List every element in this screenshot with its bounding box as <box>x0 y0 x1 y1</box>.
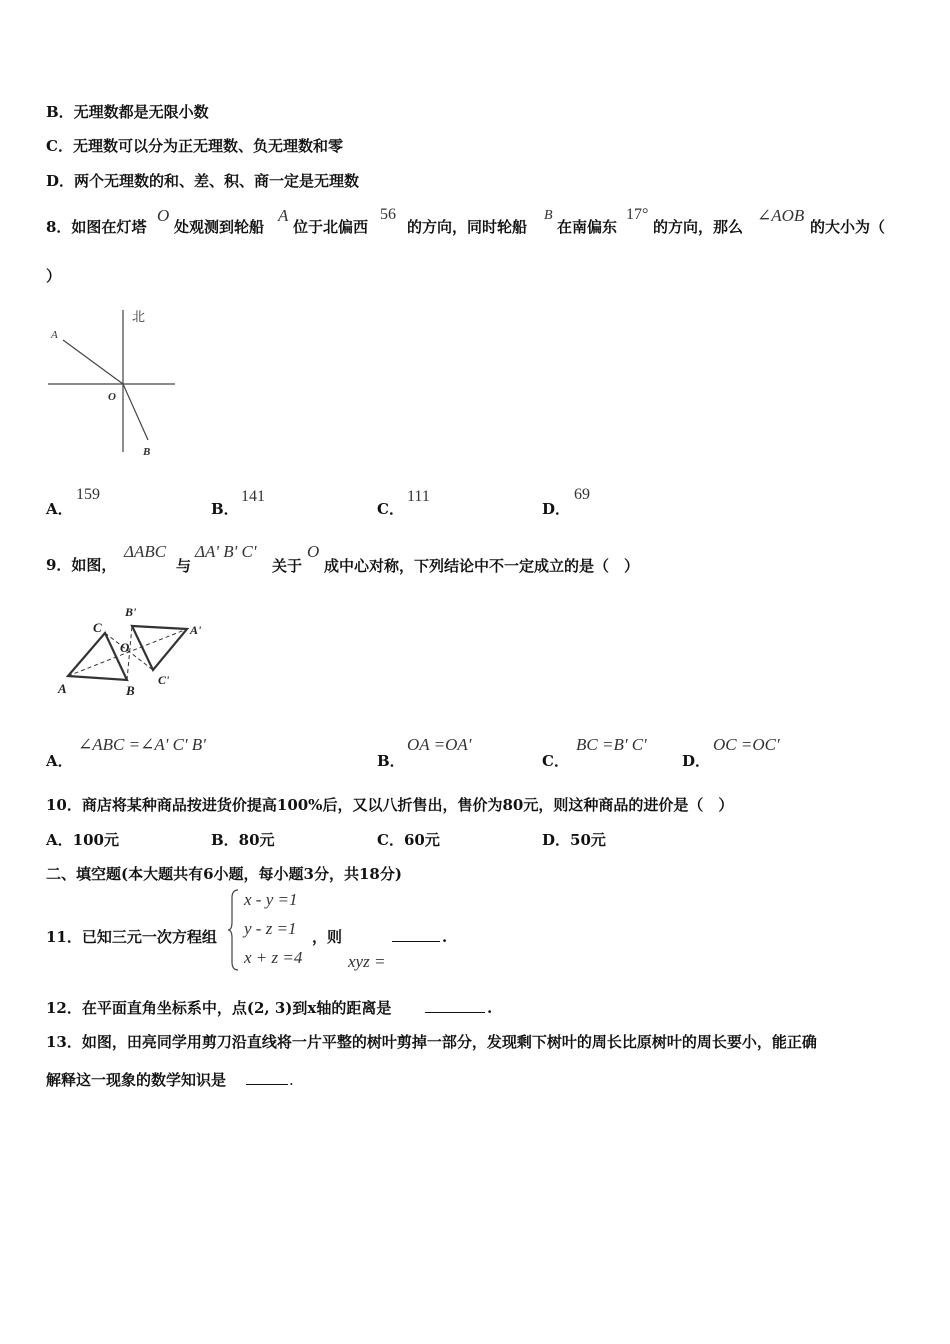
q9-option-b-value: OA =OA' <box>407 735 472 754</box>
q8-text-3: 位于北偏西 <box>293 218 369 236</box>
q7-option-b: B．无理数都是无限小数 <box>46 103 209 121</box>
q10-option-b: B．80元 <box>211 831 275 849</box>
q11-equation-3: x + z =4 <box>244 948 303 967</box>
point-o-label: O <box>108 391 116 403</box>
q8-deg-1: 56 <box>380 206 396 223</box>
q8-var-o: O <box>157 206 170 225</box>
q10-option-c: C．60元 <box>377 831 440 849</box>
label-a-prime: A' <box>190 623 202 637</box>
q8-option-a-value: 159 <box>76 486 100 503</box>
q11-answer-blank[interactable] <box>392 927 440 942</box>
label-c: C <box>93 620 102 635</box>
section-2-heading: 二、填空题(本大题共有6小题，每小题3分，共18分) <box>46 865 402 883</box>
q9-text-2: 与 <box>176 557 192 575</box>
q9-text-1: 9．如图， <box>46 556 117 574</box>
q13-answer-blank[interactable] <box>246 1070 288 1085</box>
point-b-label: B <box>143 446 151 458</box>
q8-option-b-label: B． <box>211 500 239 518</box>
label-b: B <box>126 683 135 698</box>
q9-var-o: O <box>307 542 320 561</box>
q11-equation-2: y - z =1 <box>244 919 297 938</box>
q13-period: . <box>289 1071 294 1089</box>
q10-option-a: A．100元 <box>46 831 119 849</box>
q8-close-paren: ） <box>46 267 62 285</box>
q9-option-b-label: B． <box>377 752 405 770</box>
label-a: A <box>58 681 67 696</box>
q10-stem: 10．商店将某种商品按进货价提高100%后，又以八折售出，售价为80元，则这种商品的进价是（ ） <box>46 796 734 814</box>
q7-option-d: D．两个无理数的和、差、积、商一定是无理数 <box>46 172 360 190</box>
q11-text-1: 11．已知三元一次方程组 <box>46 928 217 946</box>
q8-text-1: 8．如图在灯塔 <box>46 218 147 236</box>
q9-triangle-abc-prime: ΔA' B' C' <box>195 542 257 561</box>
q9-option-c-label: C． <box>542 752 569 770</box>
q13-stem-line-1: 13．如图，田亮同学用剪刀沿直线将一片平整的树叶剪掉一部分，发现剩下树叶的周长比原树叶的周长要小，能正确 <box>46 1033 817 1051</box>
ray-ob <box>123 384 148 440</box>
q7-option-c: C．无理数可以分为正无理数、负无理数和零 <box>46 137 343 155</box>
q8-text-6: 的方向，那么 <box>653 218 744 236</box>
q9-option-d-value: OC =OC' <box>713 735 780 754</box>
q11-system-brace <box>228 888 240 972</box>
q8-compass-figure <box>40 300 190 465</box>
q11-equation-1: x - y =1 <box>244 890 298 909</box>
q9-option-d-label: D． <box>682 752 711 770</box>
label-c-prime: C' <box>158 673 170 687</box>
q8-deg-2: 17° <box>626 206 649 223</box>
q8-option-b-value: 141 <box>241 488 265 505</box>
q10-option-d: D．50元 <box>542 831 606 849</box>
q8-option-c-label: C． <box>377 500 404 518</box>
q9-triangle-abc: ΔABC <box>124 542 167 561</box>
q8-text-2: 处观测到轮船 <box>174 218 265 236</box>
q12-period: . <box>487 999 493 1017</box>
q9-text-4: 成中心对称，下列结论中不一定成立的是（ ） <box>324 557 640 575</box>
q11-period: . <box>442 928 448 946</box>
q8-option-d-value: 69 <box>574 486 590 503</box>
q8-text-7: 的大小为（ <box>810 218 886 236</box>
q9-symmetry-figure <box>50 598 220 703</box>
q8-var-a: A <box>278 206 289 225</box>
label-b-prime: B' <box>125 605 137 619</box>
q9-option-c-value: BC =B' C' <box>576 735 647 754</box>
q12-answer-blank[interactable] <box>425 998 485 1013</box>
q8-option-d-label: D． <box>542 500 571 518</box>
q11-text-2: ，则 <box>312 928 343 946</box>
north-label: 北 <box>132 309 146 324</box>
q11-xyz: xyz = <box>348 952 386 971</box>
label-o: O <box>120 640 130 655</box>
ray-oa <box>63 340 123 384</box>
point-a-label: A <box>51 329 58 341</box>
q8-option-c-value: 111 <box>407 488 430 505</box>
q9-option-a-value: ∠ABC =∠A' C' B' <box>78 735 206 754</box>
q13-stem-line-2: 解释这一现象的数学知识是 <box>46 1071 227 1089</box>
q8-var-b: B <box>544 208 553 223</box>
q8-text-5: 在南偏东 <box>557 218 618 236</box>
q9-text-3: 关于 <box>272 557 303 575</box>
q8-text-4: 的方向，同时轮船 <box>407 218 528 236</box>
q8-option-a-label: A． <box>46 500 73 518</box>
q8-angle-aob: ∠AOB <box>757 206 805 225</box>
q9-option-a-label: A． <box>46 752 73 770</box>
q12-stem: 12．在平面直角坐标系中，点(2, 3)到x轴的距离是 <box>46 999 392 1017</box>
